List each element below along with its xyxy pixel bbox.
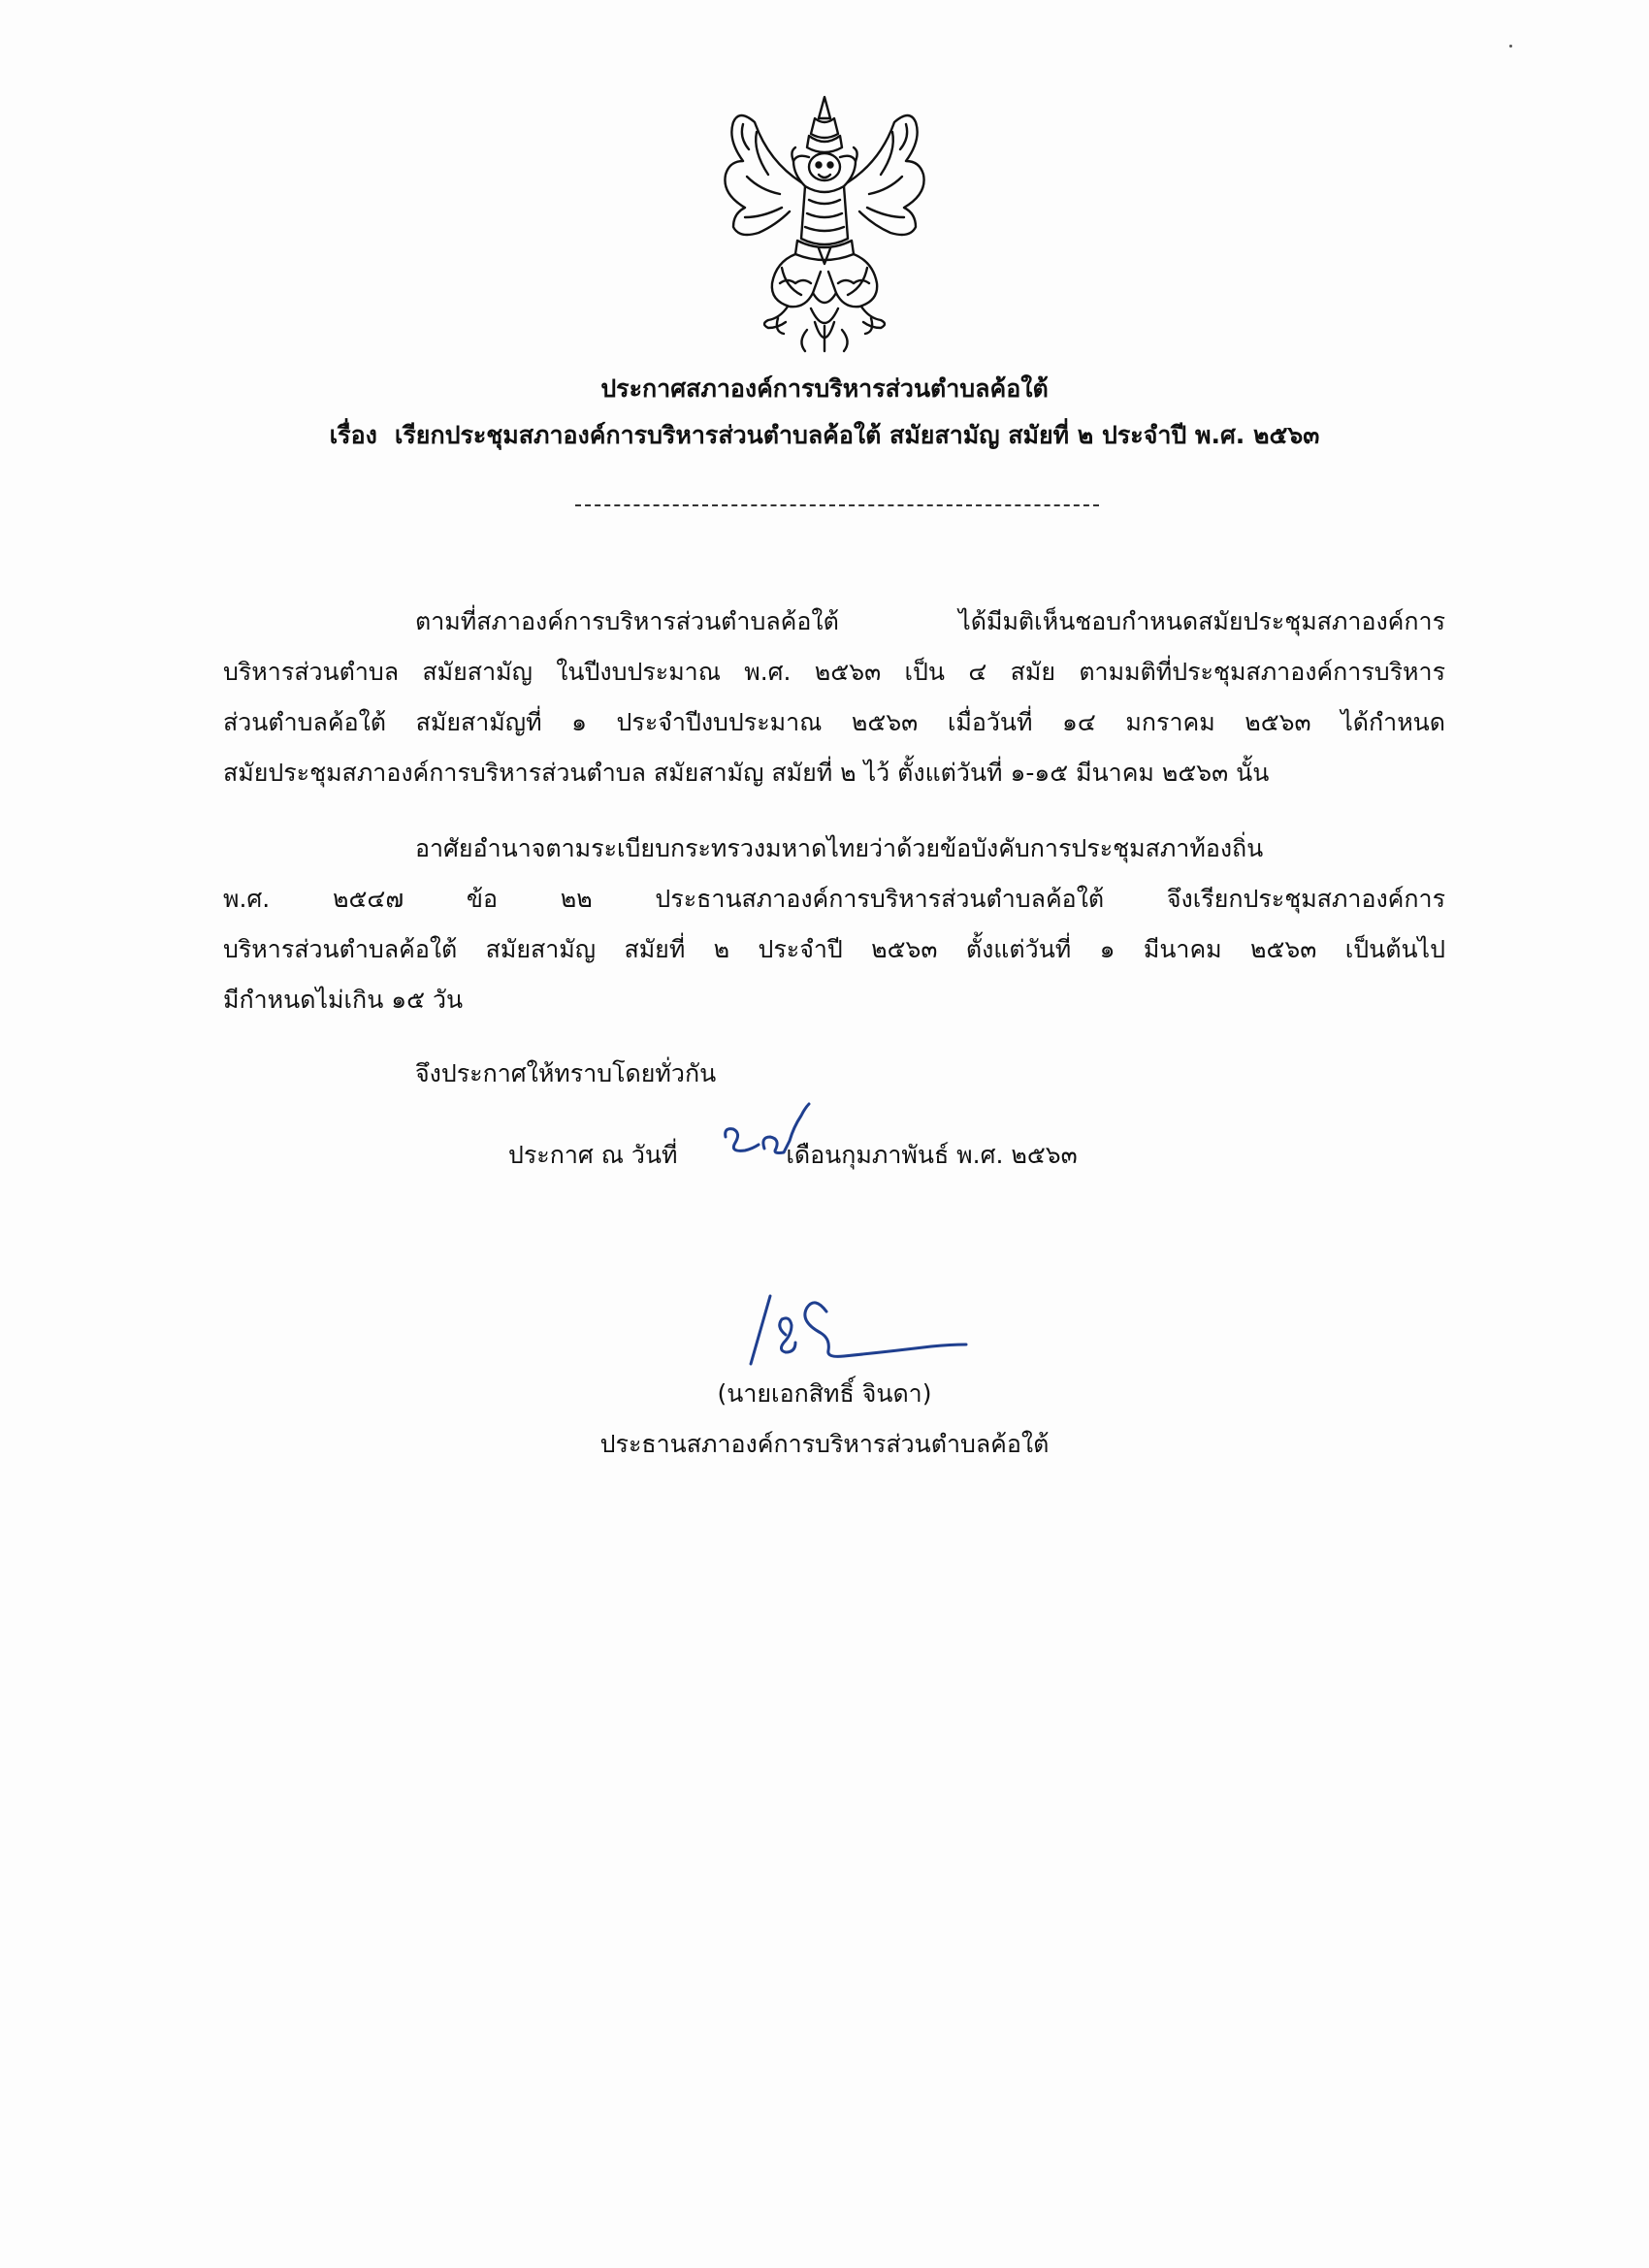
garuda-emblem-icon: [700, 93, 949, 361]
title-separator: [575, 504, 1099, 506]
paragraph-2-line-3: บริหารส่วนตำบลค้อใต้ สมัยสามัญ สมัยที่ ๒ ประจำปี ๒๕๖๓ ตั้งแต่วันที่ ๑ มีนาคม ๒๕๖๓ เป็นต้นไป: [223, 935, 1445, 963]
signer-position: ประธานสภาองค์การบริหารส่วนตำบลค้อใต้: [599, 1430, 1050, 1458]
subject-label: เรื่อง: [329, 421, 377, 449]
date-prefix: ประกาศ ณ วันที่: [508, 1141, 678, 1169]
handwritten-day-icon: [716, 1098, 823, 1166]
date-month-year: เดือนกุมภาพันธ์ พ.ศ. ๒๕๖๓: [786, 1141, 1078, 1169]
paragraph-1-line-1: ตามที่สภาองค์การบริหารส่วนตำบลค้อใต้ ได้มีมติเห็นชอบกำหนดสมัยประชุมสภาองค์การ: [415, 607, 1445, 635]
paragraph-2-line-4: มีกำหนดไม่เกิน ๑๕ วัน: [223, 986, 464, 1014]
signer-name: (นายเอกสิทธิ์ จินดา): [717, 1379, 932, 1408]
paragraph-1-line-3: ส่วนตำบลค้อใต้ สมัยสามัญที่ ๑ ประจำปีงบประมาณ ๒๕๖๓ เมื่อวันที่ ๑๔ มกราคม ๒๕๖๓ ได้กำหนด: [223, 708, 1445, 736]
signature-icon: [737, 1288, 980, 1385]
paragraph-1-line-4: สมัยประชุมสภาองค์การบริหารส่วนตำบล สมัยสามัญ สมัยที่ ๒ ไว้ ตั้งแต่วันที่ ๑-๑๕ มีนาคม ๒๕๖๓ นั้น: [223, 759, 1270, 787]
announcement-title: ประกาศสภาองค์การบริหารส่วนตำบลค้อใต้: [600, 374, 1049, 403]
paragraph-1-line-2: บริหารส่วนตำบล สมัยสามัญ ในปีงบประมาณ พ.ศ. ๒๕๖๓ เป็น ๔ สมัย ตามมติที่ประชุมสภาองค์การบริหาร: [223, 658, 1445, 686]
closing-statement: จึงประกาศให้ทราบโดยทั่วกัน: [415, 1059, 717, 1087]
paragraph-2-line-2: พ.ศ. ๒๕๔๗ ข้อ ๒๒ ประธานสภาองค์การบริหารส่วนตำบลค้อใต้ จึงเรียกประชุมสภาองค์การ: [223, 885, 1445, 913]
announcement-subject: [0, 419, 1649, 452]
paragraph-2-line-1: อาศัยอำนาจตามระเบียบกระทรวงมหาดไทยว่าด้วยข้อบังคับการประชุมสภาท้องถิ่น: [415, 834, 1264, 862]
scan-speck: [1509, 45, 1512, 48]
subject-text: เรียกประชุมสภาองค์การบริหารส่วนตำบลค้อใต้ สมัยสามัญ สมัยที่ ๒ ประจำปี พ.ศ. ๒๕๖๓: [394, 421, 1320, 449]
